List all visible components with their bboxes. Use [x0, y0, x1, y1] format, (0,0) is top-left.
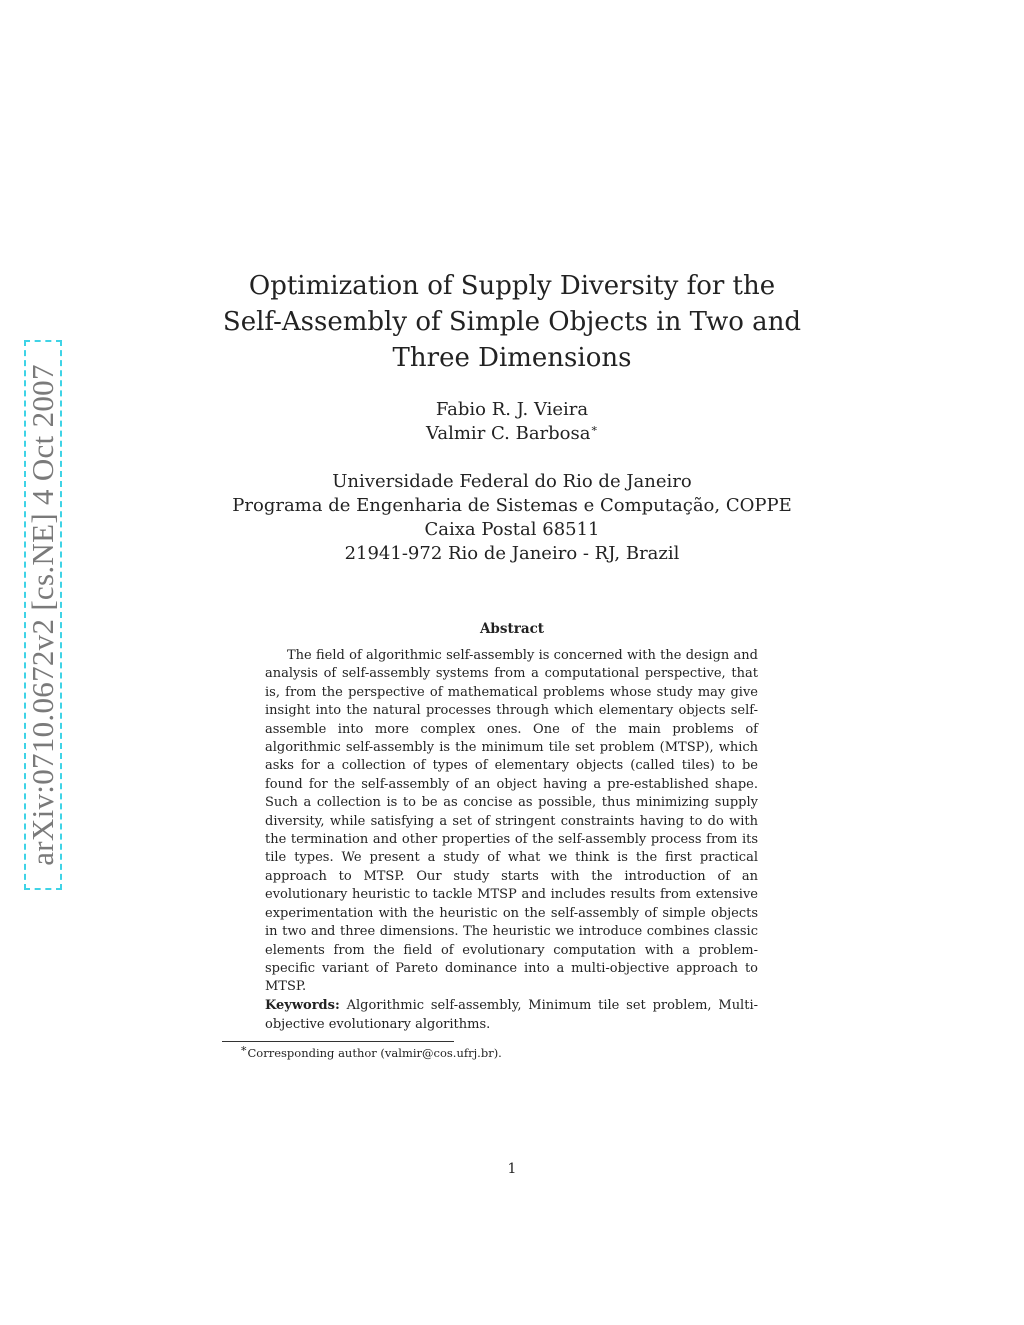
abstract-heading: Abstract: [479, 621, 545, 637]
arxiv-stamp-text: arXiv:0710.0672v2 [cs.NE] 4 Oct 2007: [25, 364, 60, 866]
affiliation-line: Caixa Postal 68511: [424, 519, 600, 540]
author-name: Fabio R. J. Vieira: [435, 399, 589, 420]
corresponding-author-mark: ∗: [590, 422, 598, 435]
title-line: Three Dimensions: [392, 343, 632, 373]
footnote: [240, 1042, 502, 1060]
affiliation-line: 21941-972 Rio de Janeiro - RJ, Brazil: [344, 543, 680, 564]
author: [200, 398, 824, 422]
abstract-text: The field of algorithmic self-assembly is concerned with the design and analysis of self-assembly systems from a computational perspective, that is, from the perspective of mathematical problems whose study may give insight into the natural processes through which elementary objects self-assemble into more complex ones. One of the main problems of algorithmic self-assembly is the minimum tile set problem (MTSP), which asks for a collection of types of elementary objects (called tiles) to be found for the self-assembly of an object having a pre-established shape. Such a collection is to be as concise as possible, thus minimizing supply diversity, while satisfying a set of stringent constraints having to do with the termination and other properties of the self-assembly process from its tile types. We present a study of what we think is the first practical approach to MTSP. Our study starts with the introduction of an evolutionary heuristic to tackle MTSP and includes results from extensive experimentation with the heuristic on the self-assembly of simple objects in two and three dimensions. The heuristic we introduce combines classic elements from the field of evolutionary computation with a problem-specific variant of Pareto dominance into a multi-objective approach to MTSP.: [265, 648, 758, 995]
author: [200, 422, 824, 446]
keywords: [265, 996, 758, 1034]
keywords-text: Algorithmic self-assembly, Minimum tile set problem, Multi-objective evolutionary algorithms.: [265, 998, 758, 1032]
title-line: Optimization of Supply Diversity for the: [248, 271, 776, 301]
footnote-rule: [222, 1041, 454, 1042]
paper-title: [200, 268, 824, 376]
arxiv-stamp: [24, 340, 62, 890]
author-list: [200, 398, 824, 446]
footnote-text: Corresponding author (valmir@cos.ufrj.br).: [247, 1046, 502, 1060]
affiliation-line: Programa de Engenharia de Sistemas e Computação, COPPE: [232, 495, 792, 516]
title-line: Self-Assembly of Simple Objects in Two and: [222, 307, 802, 337]
footnote-mark: ∗: [240, 1042, 248, 1056]
author-name: Valmir C. Barbosa: [426, 423, 591, 444]
page-number: 1: [507, 1161, 517, 1177]
keywords-label: Keywords:: [265, 998, 340, 1013]
affiliation-line: Universidade Federal do Rio de Janeiro: [332, 471, 692, 492]
affiliation: [200, 470, 824, 566]
